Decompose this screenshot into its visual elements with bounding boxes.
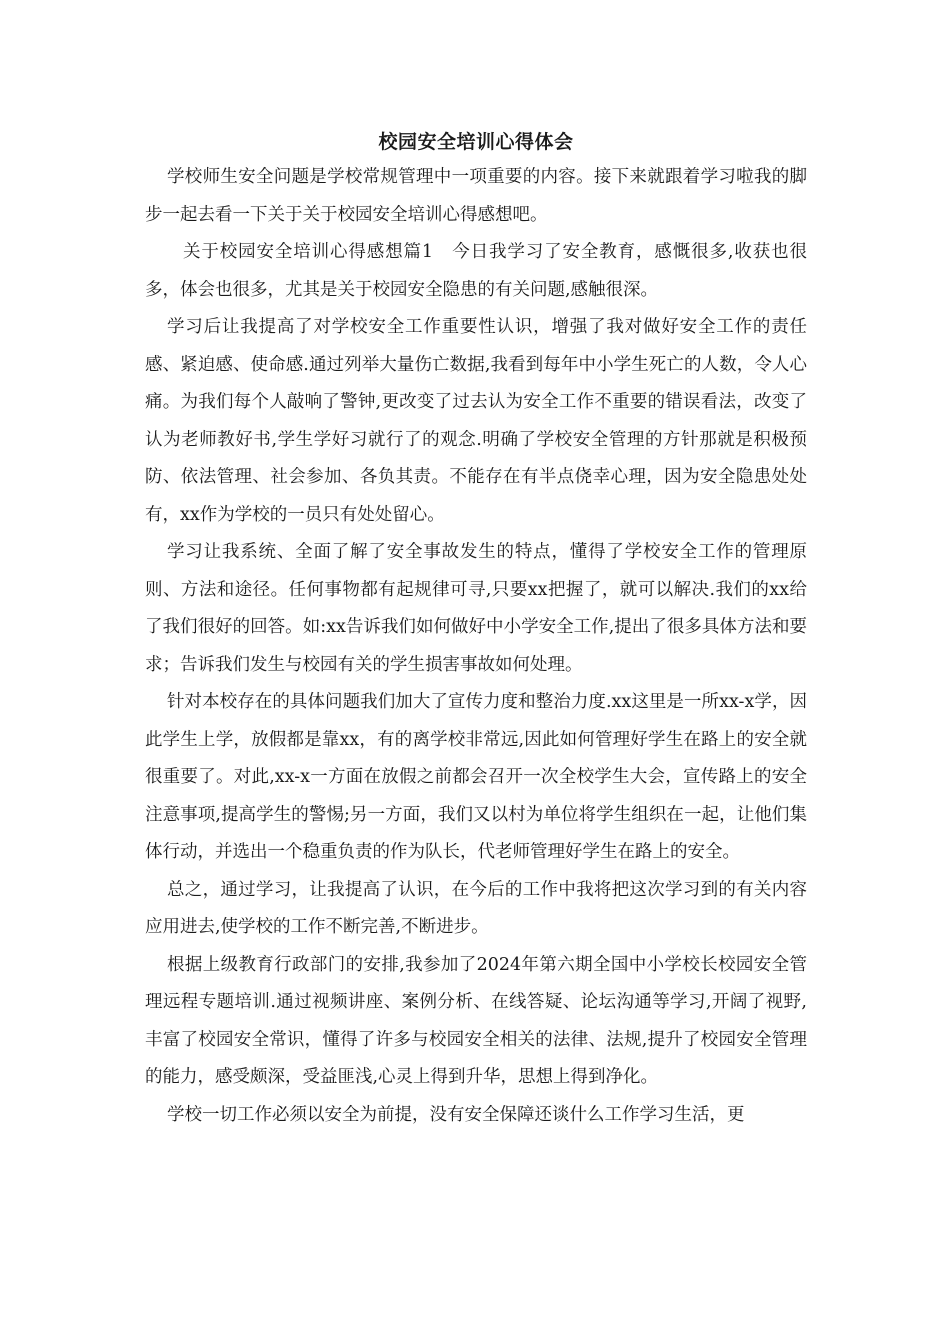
paragraph-school-measures: 针对本校存在的具体问题我们加大了宣传力度和整治力度.xx这里是一所xx-x学，因此学生上学，放假都是靠xx，有的离学校非常远,因此如何管理好学生在路上的安全就很重要了。对此,xx-x一方面在放假之前都会召开一次全校学生大会，宣传路上的安全注意事项,提高学生的警惕;另一方面，我们又以村为单位将学生组织在一起，让他们集体行动，并选出一个稳重负责的作为队长，代老师管理好学生在路上的安全。 [145,692,807,862]
paragraph-section-1-opening: 关于校园安全培训心得感想篇1 今日我学习了安全教育，感慨很多,收获也很多，体会也很多，尤其是关于校园安全隐患的有关问题,感触很深。 [145,242,807,300]
document-title: 校园安全培训心得体会 [378,131,574,153]
paragraph-importance: 学习后让我提高了对学校安全工作重要性认识，增强了我对做好安全工作的责任感、紧迫感、使命感.通过列举大量伤亡数据,我看到每年中小学生死亡的人数，令人心痛。为我们每个人敲响了警钟,更改变了过去认为安全工作不重要的错误看法，改变了认为老师教好书,学生学好习就行了的观念.明确了学校安全管理的方针那就是积极预防、依法管理、社会参加、各负其责。不能存在有半点侥幸心理，因为安全隐患处处有，xx作为学校的一员只有处处留心。 [145,317,807,525]
paragraph-principles: 学习让我系统、全面了解了安全事故发生的特点，懂得了学校安全工作的管理原则、方法和途径。任何事物都有起规律可寻,只要xx把握了，就可以解决.我们的xx给了我们很好的回答。如:xx告诉我们如何做好中小学安全工作,提出了很多具体方法和要求；告诉我们发生与校园有关的学生损害事故如何处理。 [145,542,807,675]
document-body [145,126,807,1134]
paragraph-intro: 学校师生安全问题是学校常规管理中一项重要的内容。接下来就跟着学习啦我的脚步一起去看一下关于关于校园安全培训心得感想吧。 [145,167,807,225]
paragraph-safety-premise: 学校一切工作必须以安全为前提，没有安全保障还谈什么工作学习生活，更 [167,1104,745,1125]
paragraph-training: 根据上级教育行政部门的安排,我参加了2024年第六期全国中小学校长校园安全管理远程专题培训.通过视频讲座、案例分析、在线答疑、论坛沟通等学习,开阔了视野,丰富了校园安全常识，懂得了许多与校园安全相关的法律、法规,提升了校园安全管理的能力，感受颇深，受益匪浅,心灵上得到升华，思想上得到净化。 [145,954,807,1087]
paragraph-summary: 总之，通过学习，让我提高了认识，在今后的工作中我将把这次学习到的有关内容应用进去,使学校的工作不断完善,不断进步。 [145,879,807,937]
